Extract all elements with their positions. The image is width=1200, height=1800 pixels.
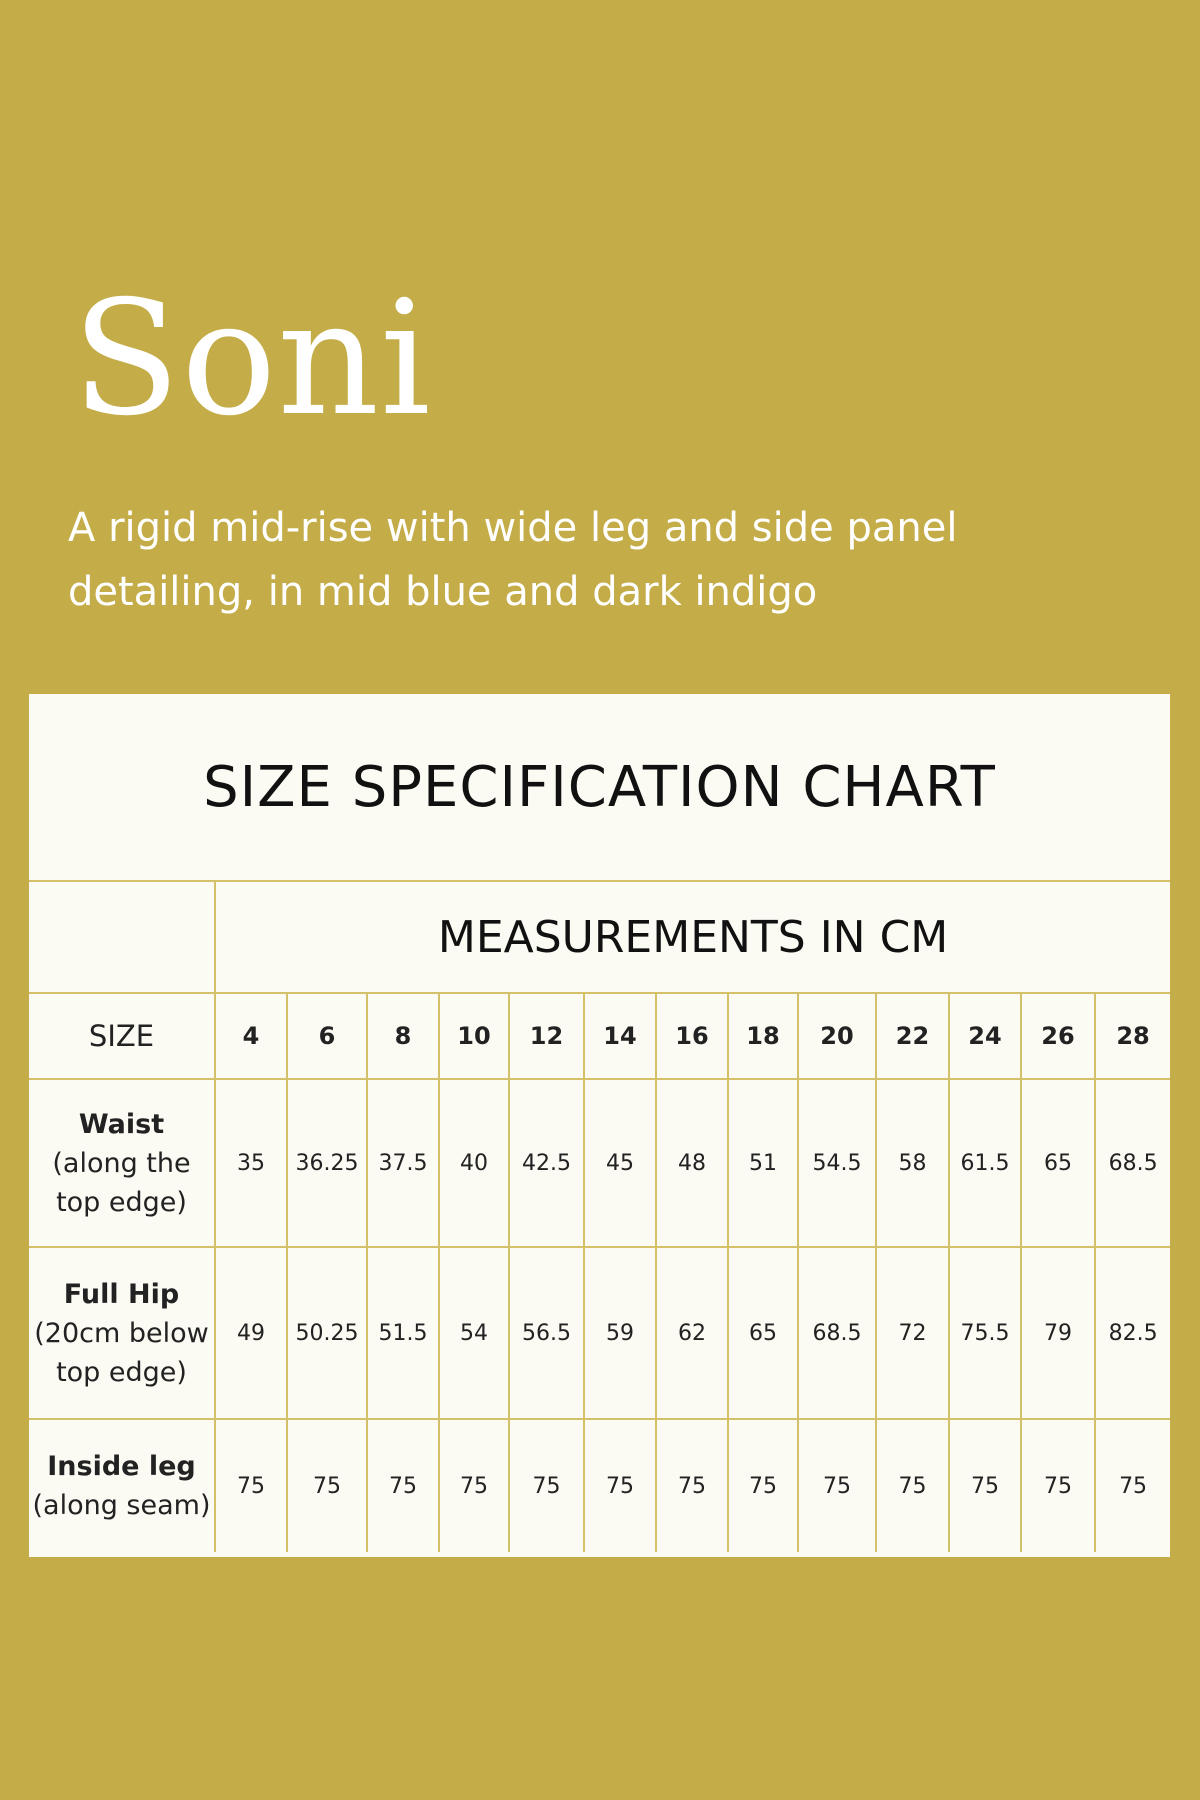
table-cell: 54	[439, 1247, 509, 1419]
table-cell: 35	[215, 1079, 287, 1247]
table-cell: 42.5	[509, 1079, 584, 1247]
table-cell: 61.5	[949, 1079, 1021, 1247]
inside-leg-row	[29, 1419, 1170, 1552]
table-cell: 75	[509, 1419, 584, 1552]
row-label-title: Waist	[78, 1108, 165, 1140]
size-header-cell: 16	[656, 993, 728, 1079]
size-table	[29, 880, 1170, 1552]
size-header-row	[29, 993, 1170, 1079]
size-header-cell: 8	[367, 993, 439, 1079]
size-header-cell: 24	[949, 993, 1021, 1079]
table-cell: 75	[1095, 1419, 1170, 1552]
table-cell: 58	[876, 1079, 949, 1247]
table-cell: 51	[728, 1079, 798, 1247]
size-header-cell: 12	[509, 993, 584, 1079]
table-cell: 65	[728, 1247, 798, 1419]
table-cell: 68.5	[798, 1247, 876, 1419]
row-label-title: Full Hip	[63, 1278, 180, 1310]
table-cell: 75	[287, 1419, 367, 1552]
size-chart-panel	[29, 694, 1170, 1557]
units-row	[29, 881, 1170, 993]
table-cell: 62	[656, 1247, 728, 1419]
table-cell: 75	[584, 1419, 656, 1552]
row-label-note: (20cm below top edge)	[34, 1317, 209, 1388]
product-title: Soni	[72, 267, 432, 451]
table-cell: 49	[215, 1247, 287, 1419]
size-header-cell: 18	[728, 993, 798, 1079]
table-cell: 75	[876, 1419, 949, 1552]
inside-leg-row-label	[29, 1419, 215, 1552]
size-table-body	[29, 881, 1170, 1552]
table-cell: 75	[949, 1419, 1021, 1552]
size-header-cell: 20	[798, 993, 876, 1079]
table-cell: 50.25	[287, 1247, 367, 1419]
table-cell: 75	[367, 1419, 439, 1552]
row-label-note: (along seam)	[32, 1490, 211, 1521]
table-cell: 40	[439, 1079, 509, 1247]
size-header-cell: 4	[215, 993, 287, 1079]
table-cell: 56.5	[509, 1247, 584, 1419]
table-cell: 65	[1021, 1079, 1095, 1247]
full-hip-row	[29, 1247, 1170, 1419]
row-label-note: (along the top edge)	[52, 1147, 191, 1218]
size-header-cell: 6	[287, 993, 367, 1079]
table-cell: 48	[656, 1079, 728, 1247]
product-description: A rigid mid-rise with wide leg and side panel detailing, in mid blue and dark indigo	[68, 505, 958, 615]
table-cell: 82.5	[1095, 1247, 1170, 1419]
corner-cell	[29, 881, 215, 993]
units-label: MEASUREMENTS IN CM	[215, 881, 1170, 993]
table-cell: 75.5	[949, 1247, 1021, 1419]
waist-row-label	[29, 1079, 215, 1247]
table-cell: 75	[215, 1419, 287, 1552]
table-cell: 75	[439, 1419, 509, 1552]
table-cell: 54.5	[798, 1079, 876, 1247]
full-hip-row-label	[29, 1247, 215, 1419]
waist-row	[29, 1079, 1170, 1247]
table-cell: 68.5	[1095, 1079, 1170, 1247]
table-cell: 72	[876, 1247, 949, 1419]
chart-heading: SIZE SPECIFICATION CHART	[203, 754, 996, 820]
table-cell: 75	[1021, 1419, 1095, 1552]
table-cell: 59	[584, 1247, 656, 1419]
size-header-cell: 28	[1095, 993, 1170, 1079]
size-header-label: SIZE	[29, 993, 215, 1079]
size-header-cell: 22	[876, 993, 949, 1079]
table-cell: 36.25	[287, 1079, 367, 1247]
table-cell: 37.5	[367, 1079, 439, 1247]
table-cell: 75	[798, 1419, 876, 1552]
table-cell: 51.5	[367, 1247, 439, 1419]
row-label-title: Inside leg	[47, 1451, 196, 1482]
table-cell: 75	[656, 1419, 728, 1552]
size-header-cell: 26	[1021, 993, 1095, 1079]
size-header-cell: 10	[439, 993, 509, 1079]
size-header-cell: 14	[584, 993, 656, 1079]
table-cell: 75	[728, 1419, 798, 1552]
table-cell: 79	[1021, 1247, 1095, 1419]
table-cell: 45	[584, 1079, 656, 1247]
